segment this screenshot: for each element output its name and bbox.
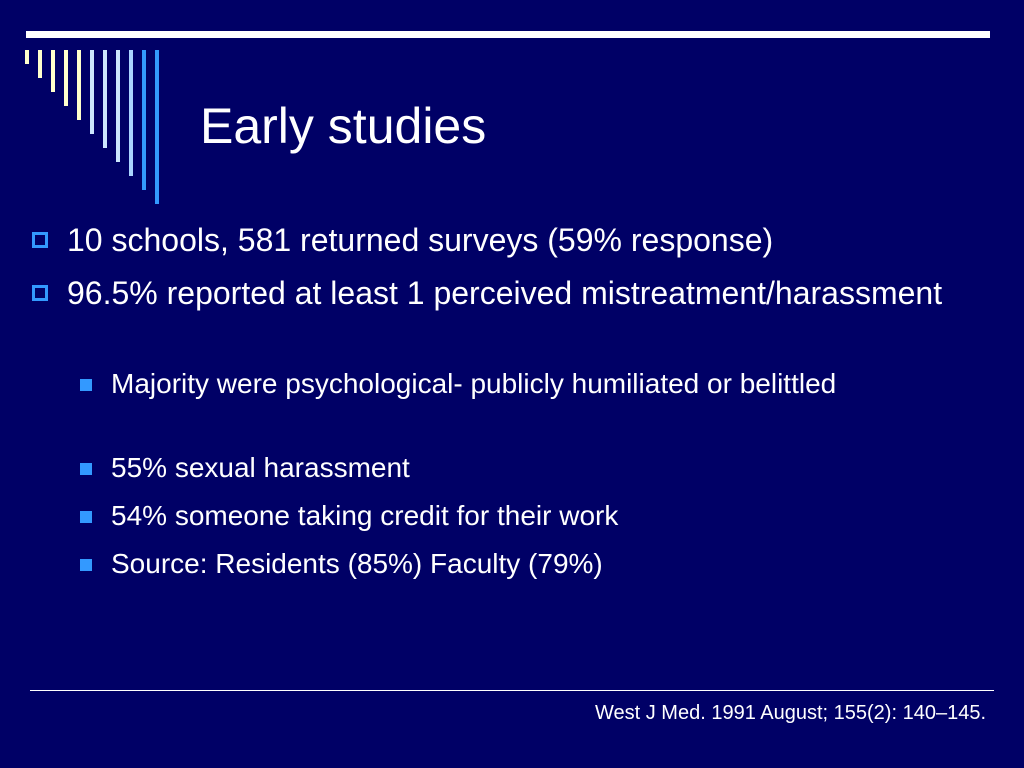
filled-square-bullet-icon bbox=[80, 463, 92, 475]
hollow-square-bullet-icon bbox=[32, 232, 48, 248]
sub-bullet-text: Majority were psychological- publicly humiliated or belittled bbox=[111, 368, 837, 399]
bullet-item bbox=[30, 220, 980, 260]
sub-bullet-item bbox=[78, 546, 978, 582]
sub-bullet-text: 55% sexual harassment bbox=[111, 452, 410, 483]
filled-square-bullet-icon bbox=[80, 511, 92, 523]
bullet-item bbox=[30, 273, 980, 313]
sub-bullet-item bbox=[78, 498, 978, 534]
sub-bullet-text: Source: Residents (85%) Faculty (79%) bbox=[111, 548, 603, 579]
citation: West J Med. 1991 August; 155(2): 140–145. bbox=[595, 702, 986, 724]
bullet-text: 96.5% reported at least 1 perceived mistreatment/harassment bbox=[67, 275, 943, 311]
hollow-square-bullet-icon bbox=[32, 285, 48, 301]
bottom-rule bbox=[30, 690, 994, 691]
sub-bullet-item bbox=[78, 366, 978, 402]
bullet-text: 10 schools, 581 returned surveys (59% response) bbox=[67, 222, 774, 258]
sub-bullet-text: 54% someone taking credit for their work bbox=[111, 500, 619, 531]
slide-title: Early studies bbox=[200, 98, 487, 154]
filled-square-bullet-icon bbox=[80, 559, 92, 571]
sub-bullet-item bbox=[78, 450, 978, 486]
filled-square-bullet-icon bbox=[80, 379, 92, 391]
